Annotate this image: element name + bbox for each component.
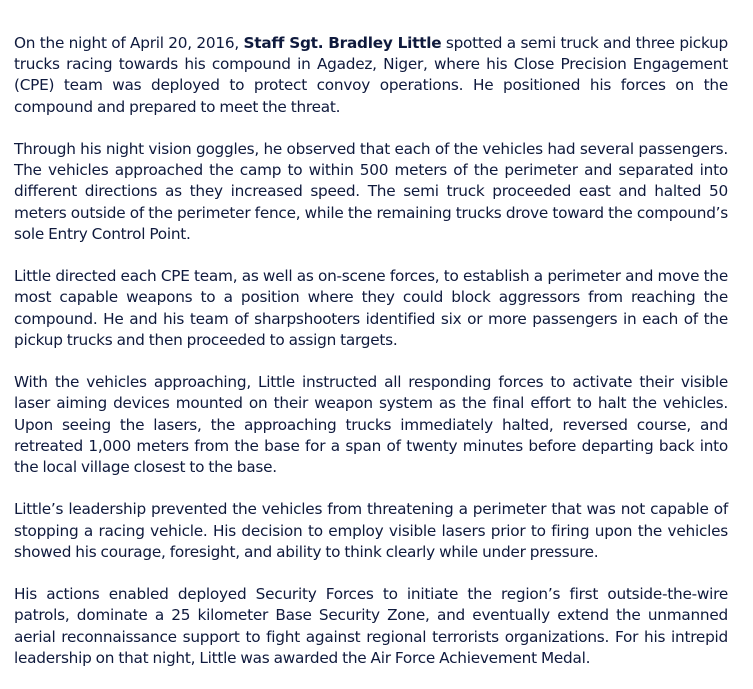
paragraph-1-rest: spotted a semi truck and three pickup trucks racing towards his compound in Agadez, Niger, where his Close Precision Engagement (CPE) team was deployed to protect convoy operations. He positioned his forces on the compound and prepared to meet the threat. <box>14 34 729 116</box>
paragraph-4: With the vehicles approaching, Little instructed all responding forces to activate their visible laser aiming devices mounted on their weapon system as the final effort to halt the vehicles. Upon seeing the lasers, the approaching trucks immediately halted, reversed course, and retreated 1,000 meters from the base for a span of twenty minutes before departing back into the local village closest to the base. <box>14 373 728 477</box>
paragraph-3: Little directed each CPE team, as well as on-scene forces, to establish a perimeter and move the most capable weapons to a position where they could block aggressors from reaching the compound. He and his team of sharpshooters identified six or more passengers in each of the pickup trucks and then proceeded to assign targets. <box>14 267 728 349</box>
paragraph-1 <box>14 33 728 118</box>
paragraph-6: His actions enabled deployed Security Forces to initiate the region’s first outside-the-wire patrols, dominate a 25 kilometer Base Security Zone, and eventually extend the unmanned aerial reconnaissance support to fight against regional terrorists organizations. For his intrepid leadership on that night, Little was awarded the Air Force Achievement Medal. <box>14 585 728 667</box>
paragraph-2: Through his night vision goggles, he observed that each of the vehicles had several passengers. The vehicles approached the camp to within 500 meters of the perimeter and separated into different directions as they increased speed. The semi truck proceeded east and halted 50 meters outside of the perimeter fence, while the remaining trucks drove toward the compound’s sole Entry Control Point. <box>14 140 728 243</box>
honoree-name: Staff Sgt. Bradley Little <box>243 34 442 52</box>
paragraph-1-lead: On the night of April 20, 2016, <box>14 34 244 52</box>
paragraph-5: Little’s leadership prevented the vehicles from threatening a perimeter that was not capable of stopping a racing vehicle. His decision to employ visible lasers prior to firing upon the vehicles showed his courage, foresight, and ability to think clearly while under pressure. <box>14 500 728 561</box>
article-body <box>14 33 728 669</box>
